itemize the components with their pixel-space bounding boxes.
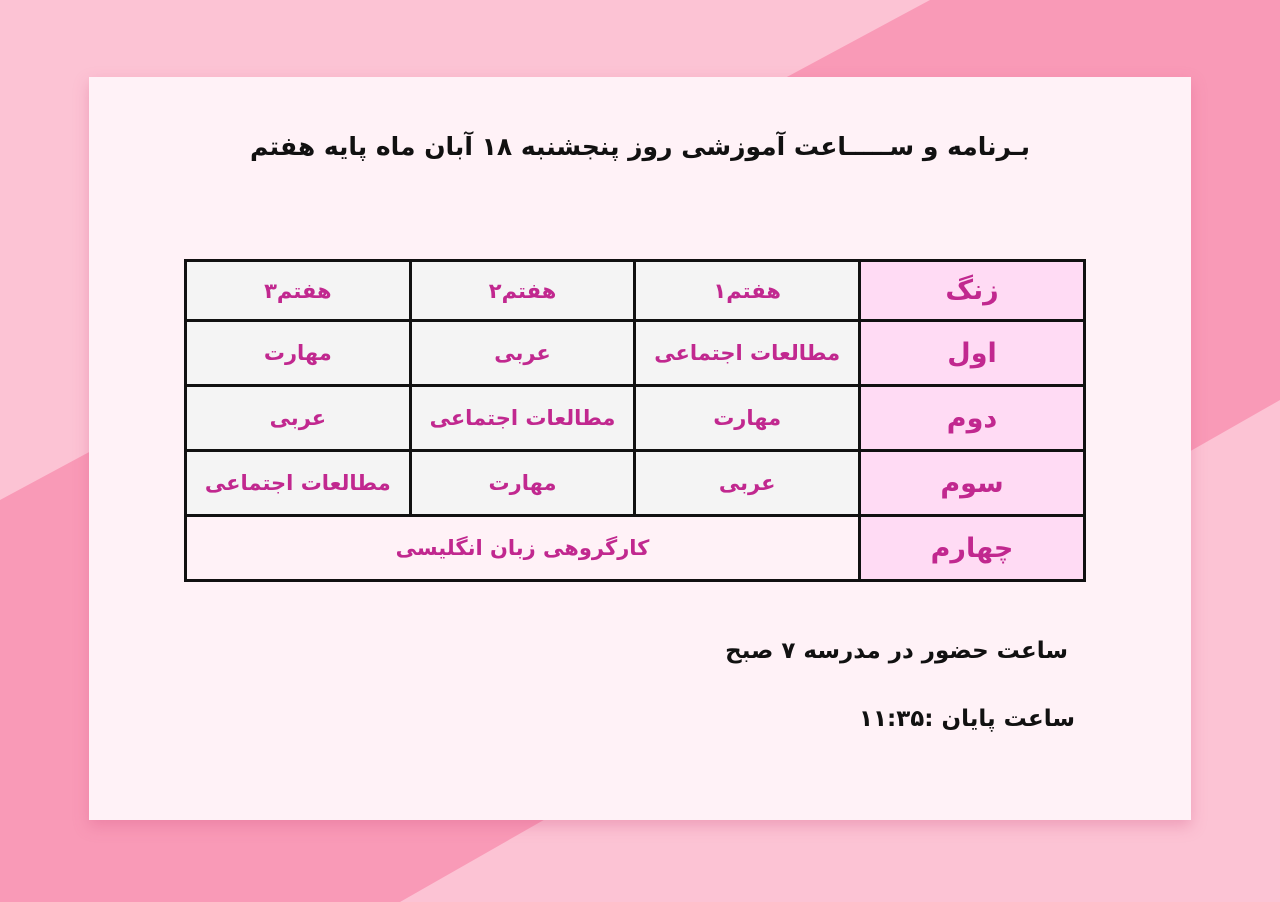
bell-cell: سوم	[860, 451, 1085, 516]
table-row	[186, 321, 1085, 386]
bell-cell: دوم	[860, 386, 1085, 451]
header-class-2: هفتم۲	[410, 261, 635, 321]
subject-cell: مطالعات اجتماعی	[410, 386, 635, 451]
bell-cell: چهارم	[860, 516, 1085, 581]
page-title: بـرنامه و ســـــاعت آموزشی روز پنجشنبه ۱۸ آبان ماه پایه هفتم	[250, 132, 1030, 161]
header-class-1: هفتم۱	[635, 261, 860, 321]
subject-cell: مطالعات اجتماعی	[635, 321, 860, 386]
table-row	[186, 451, 1085, 516]
table-row	[186, 516, 1085, 581]
subject-cell: مهارت	[635, 386, 860, 451]
schedule-table	[184, 259, 1086, 582]
activity-cell: کارگروهی زبان انگلیسی	[186, 516, 860, 581]
header-bell: زنگ	[860, 261, 1085, 321]
subject-cell: عربی	[186, 386, 411, 451]
subject-cell: عربی	[635, 451, 860, 516]
subject-cell: مهارت	[186, 321, 411, 386]
subject-cell: عربی	[410, 321, 635, 386]
bell-cell: اول	[860, 321, 1085, 386]
end-time-note: ساعت پایان :۱۱:۳۵	[858, 706, 1075, 732]
subject-cell: مهارت	[410, 451, 635, 516]
table-header-row	[186, 261, 1085, 321]
table-row	[186, 386, 1085, 451]
subject-cell: مطالعات اجتماعی	[186, 451, 411, 516]
arrival-time-note: ساعت حضور در مدرسه ۷ صبح	[725, 638, 1068, 664]
header-class-3: هفتم۳	[186, 261, 411, 321]
